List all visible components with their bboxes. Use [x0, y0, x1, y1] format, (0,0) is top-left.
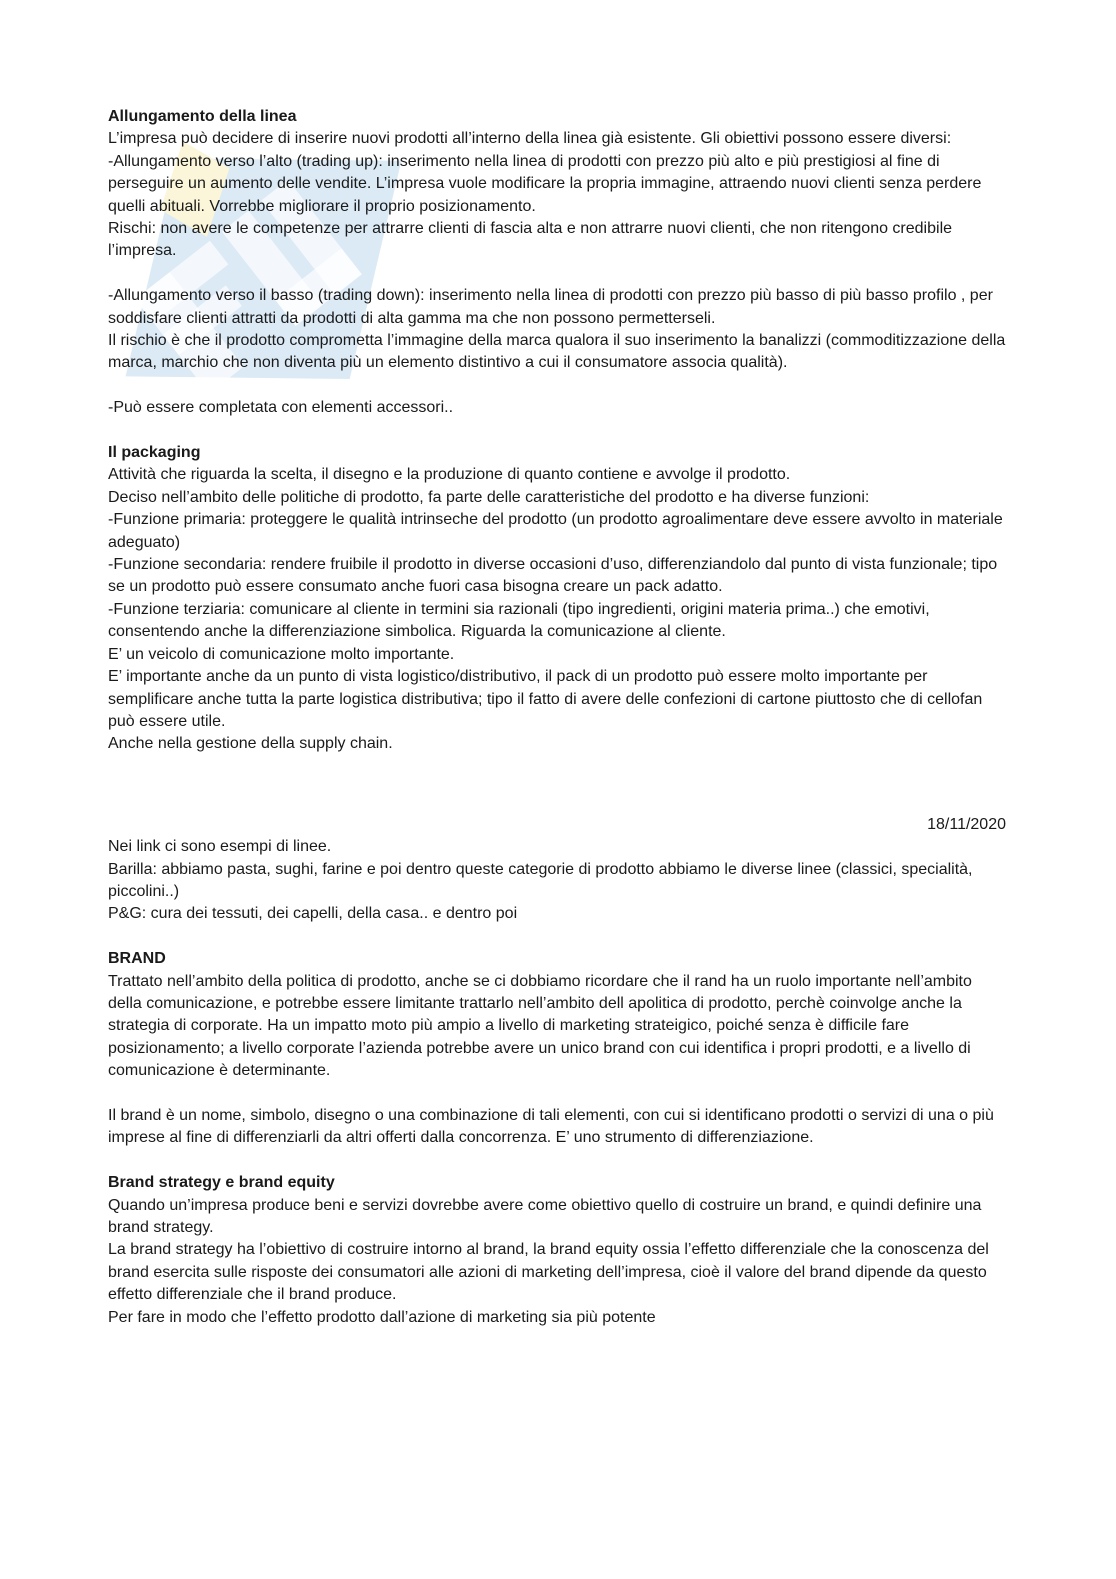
paragraph: E’ importante anche da un punto di vista logistico/distributivo, il pack di un prodotto può essere molto importante per semplificare anche tutta la parte logistica distributiva; tipo il fatto di avere delle confezioni di cartone piuttosto che di cellofan può essere utile. [108, 668, 983, 730]
paragraph: P&G: cura dei tessuti, dei capelli, della casa.. e dentro poi [108, 905, 518, 923]
paragraph: L’impresa può decidere di inserire nuovi prodotti all’interno della linea già esistente. Gli obiettivi possono essere diversi: [108, 130, 952, 148]
paragraph: -Allungamento verso il basso (trading down): inserimento nella linea di prodotti con prezzo più basso di più basso profilo , per soddisfare clienti attratti da prodotti di alta gamma ma che non possono permetterseli. [108, 287, 993, 327]
paragraph: -Funzione terziaria: comunicare al cliente in termini sia razionali (tipo ingredienti, origini materia prima..) che emotivi, consentendo anche la differenziazione simbolica. Riguarda la comunicazione al cliente. [108, 600, 930, 641]
paragraph: E’ un veicolo di comunicazione molto importante. [108, 645, 455, 663]
paragraph: Il brand è un nome, simbolo, disegno o una combinazione di tali elementi, con cui si identificano prodotti o servizi di una o più imprese al fine di differenziarli da altri offerti dalla concorrenza. E’ uno strumento di differenziazione. [108, 1106, 994, 1147]
document-page [108, 106, 1008, 1329]
paragraph: -Può essere completata con elementi accessori.. [108, 399, 454, 417]
section-heading: Allungamento della linea [108, 108, 297, 125]
paragraph: Nei link ci sono esempi di linee. [108, 838, 332, 856]
paragraph: Deciso nell’ambito delle politiche di prodotto, fa parte delle caratteristiche del prodotto e ha diverse funzioni: [108, 488, 870, 506]
section-heading: Il packaging [108, 444, 201, 462]
paragraph: Anche nella gestione della supply chain. [108, 735, 393, 753]
paragraph: -Allungamento verso l’alto (trading up): inserimento nella linea di prodotti con prezzo più alto e più prestigiosi al fine di perseguire un aumento delle vendite. L’impresa vuole modificare la propria immagine, attraendo nuovi clienti senza perdere quelli abituali. Vorrebbe migliorare il proprio posizionamento. [108, 152, 982, 215]
section-heading: Brand strategy e brand equity [108, 1174, 335, 1192]
paragraph: Trattato nell’ambito della politica di prodotto, anche se ci dobbiamo ricordare che il rand ha un ruolo importante nell’ambito della comunicazione, e potrebbe essere limitante trattarlo nell’ambito dell apolitica di prodotto, perchè coinvolge anche la strategia di corporate. Ha un impatto moto più ampio a livello di marketing strateigico, poiché senza è difficile fare posizionamento; a livello corporate l’azienda potrebbe avere un unico brand con cui identifica i propri prodotti, e a livello di comunicazione è determinante. [108, 972, 972, 1080]
section-heading: BRAND [108, 950, 166, 968]
paragraph: Per fare in modo che l’effetto prodotto dall’azione di marketing sia più potente [108, 1308, 656, 1326]
paragraph: -Funzione primaria: proteggere le qualità intrinseche del prodotto (un prodotto agroalimentare deve essere avvolto in materiale adeguato) [108, 511, 1003, 551]
paragraph: La brand strategy ha l’obiettivo di costruire intorno al brand, la brand equity ossia l’effetto differenziale che la conoscenza del brand esercita sulle risposte dei consumatori alle azioni di marketing dell’impresa, cioè il valore del brand dipende da questo effetto differenziale che il brand produce. [108, 1241, 989, 1304]
date-label: 18/11/2020 [927, 815, 1006, 833]
paragraph: -Funzione secondaria: rendere fruibile il prodotto in diverse occasioni d’uso, differenziandolo dal punto di vista funzionale; tipo se un prodotto può essere consumato anche fuori casa bisogna creare un pack adatto. [108, 556, 998, 596]
paragraph: Attività che riguarda la scelta, il disegno e la produzione di quanto contiene e avvolge il prodotto. [108, 466, 791, 484]
paragraph: Rischi: non avere le competenze per attrarre clienti di fascia alta e non attrarre nuovi clienti, che non ritengono credibile l’impresa. [108, 220, 953, 260]
paragraph: Il rischio è che il prodotto comprometta l’immagine della marca qualora il suo inserimento la banalizzi (commoditizzazione della marca, marchio che non diventa più un elemento distintivo a cui il consumatore associa qualità). [108, 332, 1006, 372]
paragraph: Barilla: abbiamo pasta, sughi, farine e poi dentro queste categorie di prodotto abbiamo le diverse linee (classici, specialità, piccolini..) [108, 860, 973, 900]
paragraph: Quando un’impresa produce beni e servizi dovrebbe avere come obiettivo quello di costruire un brand, e quindi definire una brand strategy. [108, 1196, 982, 1236]
